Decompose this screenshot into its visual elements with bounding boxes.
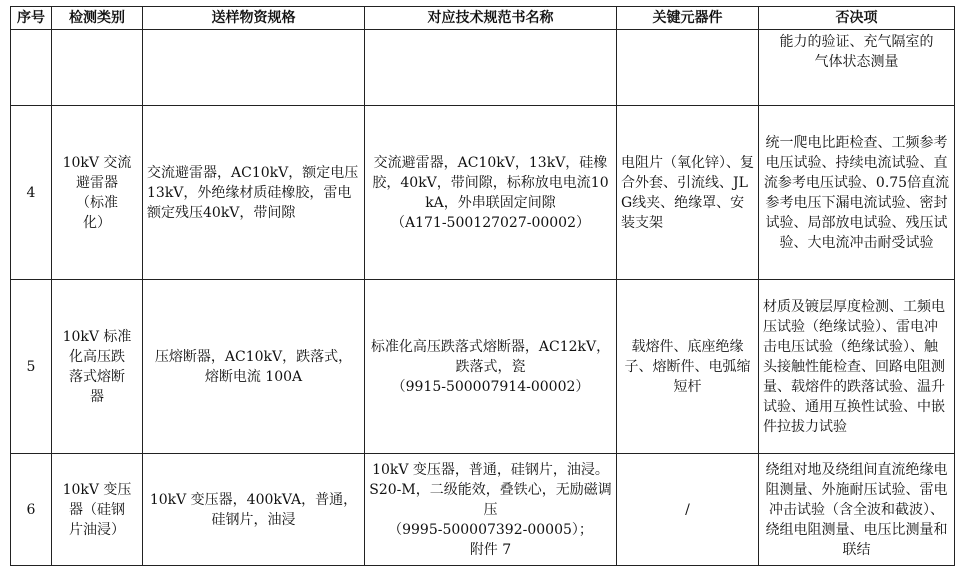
cell-components xyxy=(617,30,759,106)
cell-no: 6 xyxy=(11,454,52,566)
cell-category: 10kV 交流 避雷器 （标准 化） xyxy=(52,106,143,280)
cell-spec: 交流避雷器，AC10kV，额定电压13kV，外绝缘材质硅橡胶，雷电额定残压40kV，带间隙 xyxy=(143,106,365,280)
cell-standard: 标准化高压跌落式熔断器，AC12kV，跌落式，瓷 （9915-500007914-00002） xyxy=(365,280,617,454)
cell-no: 4 xyxy=(11,106,52,280)
cell-standard: 10kV 变压器，普通，硅钢片，油浸。S20-M，二级能效，叠铁心，无励磁调压 （9995-500007392-00005）； 附件 7 xyxy=(365,454,617,566)
cell-components: 电阻片（氧化锌）、复合外套、引流线、JLG线夹、绝缘罩、安装支架 xyxy=(617,106,759,280)
cell-veto: 绕组对地及绕组间直流绝缘电阻测量、外施耐压试验、雷电冲击试验（含全波和截波）、绕组电阻测量、电压比测量和联结 xyxy=(759,454,955,566)
header-standard: 对应技术规范书名称 xyxy=(365,7,617,30)
header-category: 检测类别 xyxy=(52,7,143,30)
cell-no: 5 xyxy=(11,280,52,454)
cell-veto: 材质及镀层厚度检测、工频电压试验（绝缘试验）、雷电冲击电压试验（绝缘试验）、触头接触性能检查、回路电阻测量、载熔件的跌落试验、温升试验、通用互换性试验、中嵌件拉拔力试验 xyxy=(759,280,955,454)
cell-veto: 统一爬电比距检查、工频参考电压试验、持续电流试验、直流参考电压试验、0.75倍直流参考电压下漏电流试验、密封试验、局部放电试验、残压试验、大电流冲击耐受试验 xyxy=(759,106,955,280)
cell-category: 10kV 标准 化高压跌 落式熔断 器 xyxy=(52,280,143,454)
cell-spec xyxy=(143,30,365,106)
cell-components: 载熔件、底座绝缘子、熔断件、电弧缩短杆 xyxy=(617,280,759,454)
table-row xyxy=(11,454,955,566)
table-row xyxy=(11,106,955,280)
cell-spec: 10kV 变压器，400kVA，普通， 硅钢片，油浸 xyxy=(143,454,365,566)
cell-veto: 能力的验证、充气隔室的 气体状态测量 xyxy=(759,30,955,106)
cell-category xyxy=(52,30,143,106)
header-spec: 送样物资规格 xyxy=(143,7,365,30)
header-components: 关键元器件 xyxy=(617,7,759,30)
cell-no xyxy=(11,30,52,106)
table-header-row xyxy=(11,7,955,30)
header-no: 序号 xyxy=(11,7,52,30)
table-row xyxy=(11,280,955,454)
cell-spec: 压熔断器，AC10kV，跌落式， 熔断电流 100A xyxy=(143,280,365,454)
table-row xyxy=(11,30,955,106)
cell-standard: 交流避雷器，AC10kV，13kV，硅橡胶，40kV，带间隙，标称放电电流10kA，外串联固定间隙 （A171-500127027-00002） xyxy=(365,106,617,280)
cell-standard xyxy=(365,30,617,106)
header-veto: 否决项 xyxy=(759,7,955,30)
cell-category: 10kV 变压 器（硅钢 片油浸） xyxy=(52,454,143,566)
cell-components: / xyxy=(617,454,759,566)
inspection-table xyxy=(10,6,955,566)
